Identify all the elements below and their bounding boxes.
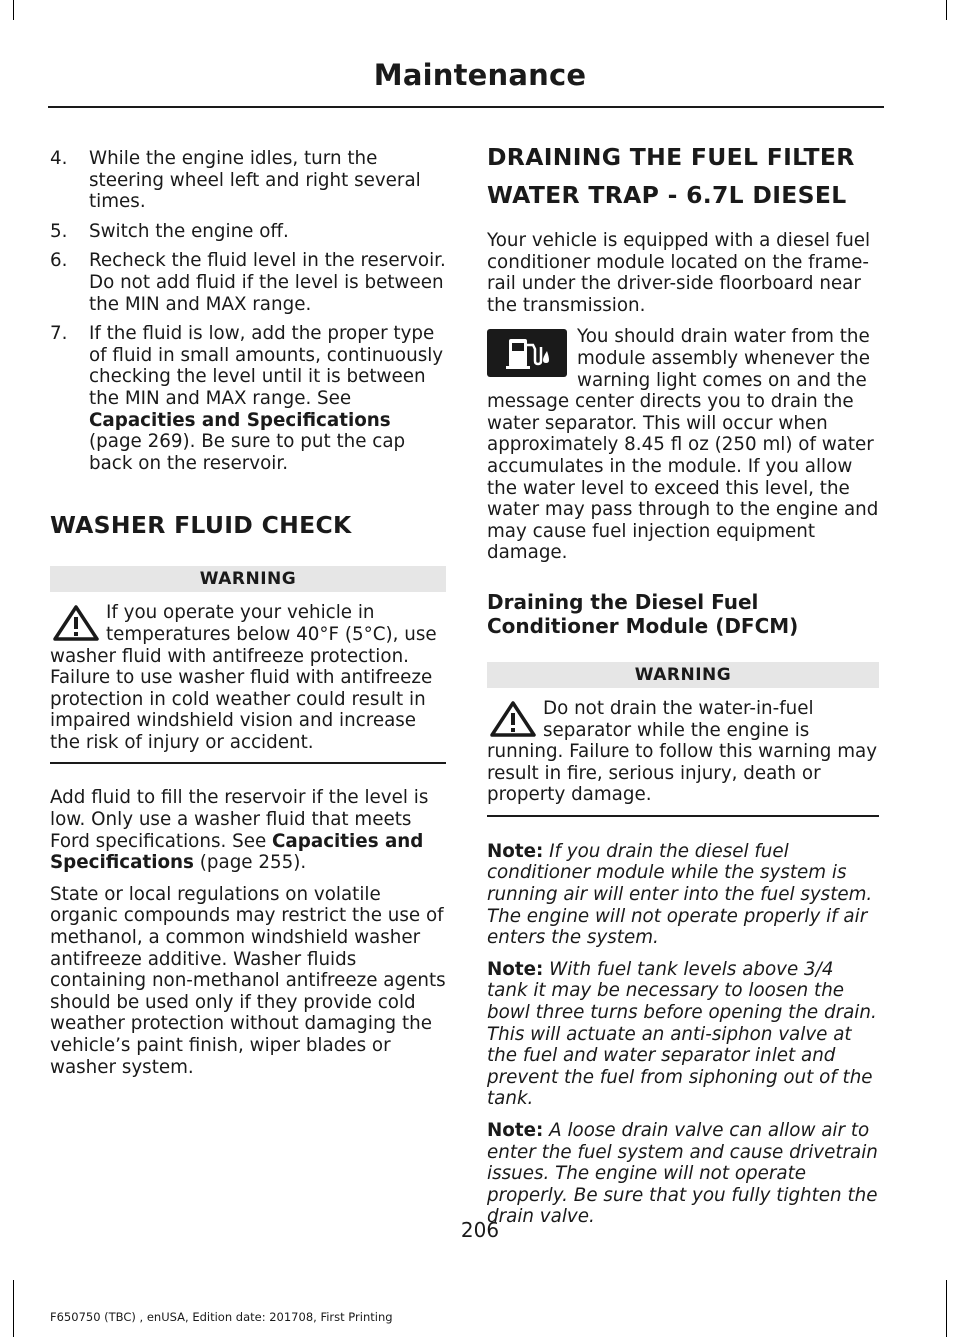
page-number: 206	[460, 1218, 500, 1242]
washer-paragraph-1	[50, 787, 446, 873]
step-7	[50, 323, 446, 474]
note-label: Note:	[487, 958, 544, 980]
warning-text: Do not drain the water-in-fuel separator while the engine is running. Failure to follow this warning may result in fire, serious injury, death or property damage.	[487, 697, 878, 806]
fuel-pump-water-icon	[487, 329, 567, 377]
warning-triangle-icon	[52, 604, 100, 642]
note-text: If you drain the diesel fuel conditioner module while the system is running air will enter into the fuel system. The engine will not operate properly if air enters the system.	[487, 840, 873, 949]
warning-label: WARNING	[487, 662, 879, 688]
step-5	[50, 221, 446, 243]
warning-rule	[487, 815, 879, 817]
capacities-link[interactable]: Capacities and Specifications	[50, 830, 424, 874]
step-text: If the fluid is low, add the proper type of fluid in small amounts, continuously checking the level until it is between the MIN and MAX range. See	[89, 323, 444, 409]
crop-mark-bottom-left	[13, 1280, 14, 1337]
note-label: Note:	[487, 840, 544, 862]
paragraph-text: Add fluid to fill the reservoir if the level is low. Only use a washer fluid that meets Ford specifications. See	[50, 787, 429, 852]
fuel-paragraph-1: Your vehicle is equipped with a diesel fuel conditioner module located on the frame-rail under the driver-side floorboard near the transmission.	[487, 230, 871, 316]
step-text: Switch the engine off.	[89, 220, 289, 242]
left-column	[50, 148, 446, 1078]
page-title: Maintenance	[373, 58, 587, 92]
crop-mark-top-right	[946, 0, 947, 20]
step-text: Recheck the fluid level in the reservoir. Do not add fluid if the level is between the MIN and MAX range.	[89, 250, 446, 315]
fuel-paragraph-2-block	[487, 326, 879, 564]
dfcm-subheading: Draining the Diesel Fuel Conditioner Module (DFCM)	[487, 589, 799, 638]
washer-fluid-heading: WASHER FLUID CHECK	[50, 511, 352, 540]
step-text: While the engine idles, turn the steering wheel left and right several times.	[89, 148, 421, 213]
step-number: 4.	[50, 148, 68, 169]
warning-rule	[50, 762, 446, 764]
washer-paragraph-2: State or local regulations on volatile organic compounds may restrict the use of methanol, a common windshield washer antifreeze additive. Washer fluids containing non-methanol antifreeze agents should be used only if they provide cold weather protection without damaging the vehicle’s paint finish, wiper blades or washer system.	[50, 883, 446, 1078]
right-column	[487, 142, 879, 1228]
note-text: A loose drain valve can allow air to enter the fuel system and cause drivetrain issues. The engine will not operate properly. Be sure that you fully tighten the drain valve.	[487, 1120, 878, 1228]
warning-body	[487, 698, 879, 806]
fuel-filter-heading-line1: DRAINING THE FUEL FILTER	[487, 143, 855, 171]
step-6	[50, 250, 446, 315]
note-2	[487, 959, 879, 1110]
step-text-after: (page 269). Be sure to put the cap back on the reservoir.	[89, 431, 406, 474]
warning-triangle-icon	[489, 700, 537, 738]
capacities-link[interactable]: Capacities and Specifications	[89, 409, 391, 431]
header-rule	[48, 106, 884, 108]
fuel-paragraph-2: You should drain water from the module assembly whenever the warning light comes on and the message center directs you to drain the water separator. This will occur when approximately 8.45 fl oz (250 ml) of water accumulates in the module. If you allow the water level to exceed this level, the water may pass through to the engine and may cause fuel injection equipment damage.	[487, 326, 879, 564]
step-number: 7.	[50, 323, 68, 345]
warning-text: If you operate your vehicle in temperatures below 40°F (5°C), use washer fluid with antifreeze protection. Failure to use washer fluid with antifreeze protection in cold weather could result in impaired windshield vision and increase the risk of injury or accident.	[50, 602, 437, 753]
note-text: With fuel tank levels above 3/4 tank it may be necessary to loosen the bowl three turns before opening the drain. This will actuate an anti-siphon valve at the fuel and water separator inlet and prevent the fuel from siphoning out of the tank.	[487, 958, 877, 1110]
fuel-filter-heading-line2: WATER TRAP - 6.7L DIESEL	[487, 181, 847, 209]
note-label: Note:	[487, 1120, 544, 1141]
warning-body	[50, 602, 446, 753]
washer-warning-box	[50, 566, 446, 764]
note-1	[487, 841, 879, 949]
dfcm-warning-box	[487, 662, 879, 817]
edition-footer: F650750 (TBC) , enUSA, Edition date: 201708, First Printing	[50, 1310, 393, 1324]
crop-mark-top-left	[13, 0, 14, 20]
step-4	[50, 148, 446, 213]
note-3	[487, 1120, 879, 1228]
step-number: 6.	[50, 250, 68, 272]
crop-mark-bottom-right	[946, 1280, 947, 1337]
step-number: 5.	[50, 220, 68, 242]
paragraph-text-after: (page 255).	[193, 852, 307, 874]
warning-label: WARNING	[50, 566, 446, 592]
